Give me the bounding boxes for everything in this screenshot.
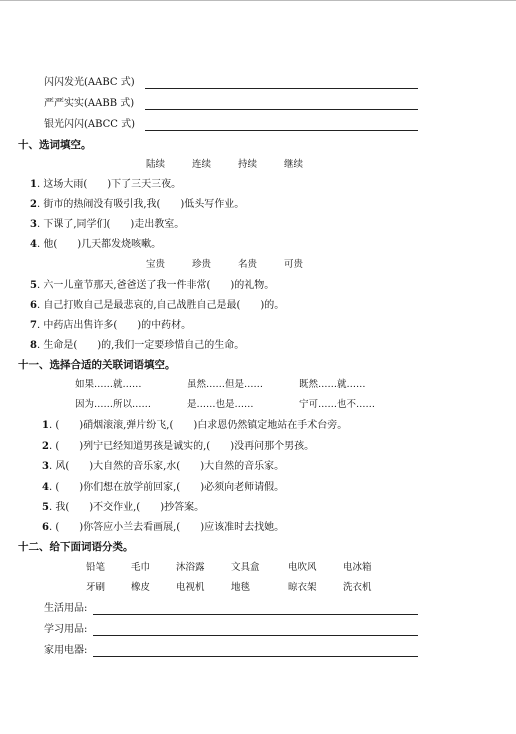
word-option: 既然……就…… (299, 379, 366, 390)
question-item (42, 440, 314, 453)
category-label: 生活用品: (44, 603, 88, 614)
question-item (42, 460, 284, 473)
word-option: 洗衣机 (343, 582, 372, 593)
question-item (30, 218, 184, 231)
question-number: 6 (30, 300, 37, 311)
answer-line[interactable] (93, 614, 418, 615)
question-text: . ( )你答应小兰去看画展,( )应该准时去找她。 (48, 522, 285, 533)
category-label: 家用电器: (44, 645, 88, 656)
question-number: 7 (30, 320, 37, 331)
question-text: . 风( )大自然的音乐家,水( )大自然的音乐家。 (48, 461, 285, 472)
word-option: 橡皮 (131, 582, 151, 593)
question-item (30, 198, 244, 211)
question-number: 8 (30, 340, 37, 351)
word-option: 铅笔 (86, 562, 106, 573)
question-number: 3 (42, 461, 49, 472)
question-text: . 街市的热闹没有吸引我,我( )低头写作业。 (36, 199, 245, 210)
pattern-item-aabb (44, 97, 134, 110)
question-number: 4 (30, 239, 37, 250)
question-item (30, 299, 284, 312)
answer-line[interactable] (93, 656, 418, 657)
word-option: 文具盒 (231, 562, 260, 573)
section-title: 十二、给下面词语分类。 (18, 541, 134, 553)
question-item (30, 339, 244, 352)
question-item (42, 419, 347, 432)
question-item (42, 481, 284, 494)
question-item (30, 279, 274, 292)
word-option: 珍贵 (192, 259, 212, 270)
pattern-item-aabc (44, 76, 135, 89)
question-text: . 下课了,同学们( )走出教室。 (36, 219, 185, 230)
question-item (30, 319, 191, 332)
question-number: 6 (42, 522, 49, 533)
question-item (30, 238, 161, 251)
answer-line[interactable] (145, 88, 418, 89)
word-option: 陆续 (146, 159, 166, 170)
word-option: 电视机 (176, 582, 205, 593)
question-number: 5 (42, 502, 49, 513)
question-text: . 他( )几天都发烧咳嗽。 (36, 239, 162, 250)
question-text: . ( )硝烟滚滚,弹片纷飞,( )白求恩仍然镇定地站在手术台旁。 (48, 420, 348, 431)
section-title: 十、选词填空。 (18, 139, 92, 151)
word-option: 如果……就…… (75, 379, 142, 390)
word-option: 名贵 (238, 259, 258, 270)
pattern-label: 银光闪闪(ABCC 式) (44, 119, 136, 130)
question-item (42, 501, 204, 514)
word-option: 晾衣架 (288, 582, 317, 593)
question-text: . 中药店出售许多( )的中药材。 (36, 320, 192, 331)
question-text: . 这场大雨( )下了三天三夜。 (36, 179, 182, 190)
word-option: 牙刷 (86, 582, 106, 593)
question-number: 1 (42, 420, 49, 431)
pattern-item-abcc (44, 118, 135, 131)
word-option: 因为……所以…… (75, 399, 152, 410)
word-option: 虽然……但是…… (187, 379, 264, 390)
answer-line[interactable] (93, 635, 418, 636)
question-text: . ( )你们想在放学前回家,( )必须向老师请假。 (48, 482, 285, 493)
question-number: 3 (30, 219, 37, 230)
question-text: . 六一儿童节那天,爸爸送了我一件非常( )的礼物。 (36, 280, 275, 291)
question-number: 4 (42, 482, 49, 493)
question-text: . 自己打败自己是最悲哀的,自己战胜自己是最( )的。 (36, 300, 285, 311)
word-option: 持续 (238, 159, 258, 170)
question-number: 2 (42, 441, 49, 452)
question-item (42, 521, 284, 534)
answer-line[interactable] (145, 130, 418, 131)
category-label: 学习用品: (44, 624, 88, 635)
question-text: . ( )列宁已经知道男孩是诚实的,( )没再问那个男孩。 (48, 441, 315, 452)
word-option: 毛巾 (131, 562, 151, 573)
question-number: 5 (30, 280, 37, 291)
pattern-label: 闪闪发光(AABC 式) (44, 77, 135, 88)
pattern-label: 严严实实(AABB 式) (44, 98, 135, 109)
word-option: 宁可……也不…… (299, 399, 376, 410)
section-title: 十一、选择合适的关联词语填空。 (18, 359, 176, 371)
word-option: 地毯 (231, 582, 251, 593)
word-option: 继续 (284, 159, 304, 170)
question-number: 1 (30, 179, 37, 190)
answer-line[interactable] (145, 109, 418, 110)
word-option: 可贵 (284, 259, 304, 270)
word-option: 沐浴露 (176, 562, 205, 573)
word-option: 电冰箱 (343, 562, 372, 573)
question-text: . 我( )不交作业,( )抄答案。 (48, 502, 205, 513)
top-rule (0, 0, 516, 1)
word-option: 连续 (192, 159, 212, 170)
question-text: . 生命是( )的,我们一定要珍惜自己的生命。 (36, 340, 245, 351)
word-option: 宝贵 (146, 259, 166, 270)
word-option: 是……也是…… (187, 399, 254, 410)
word-option: 电吹风 (288, 562, 317, 573)
question-number: 2 (30, 199, 37, 210)
question-item (30, 178, 181, 191)
